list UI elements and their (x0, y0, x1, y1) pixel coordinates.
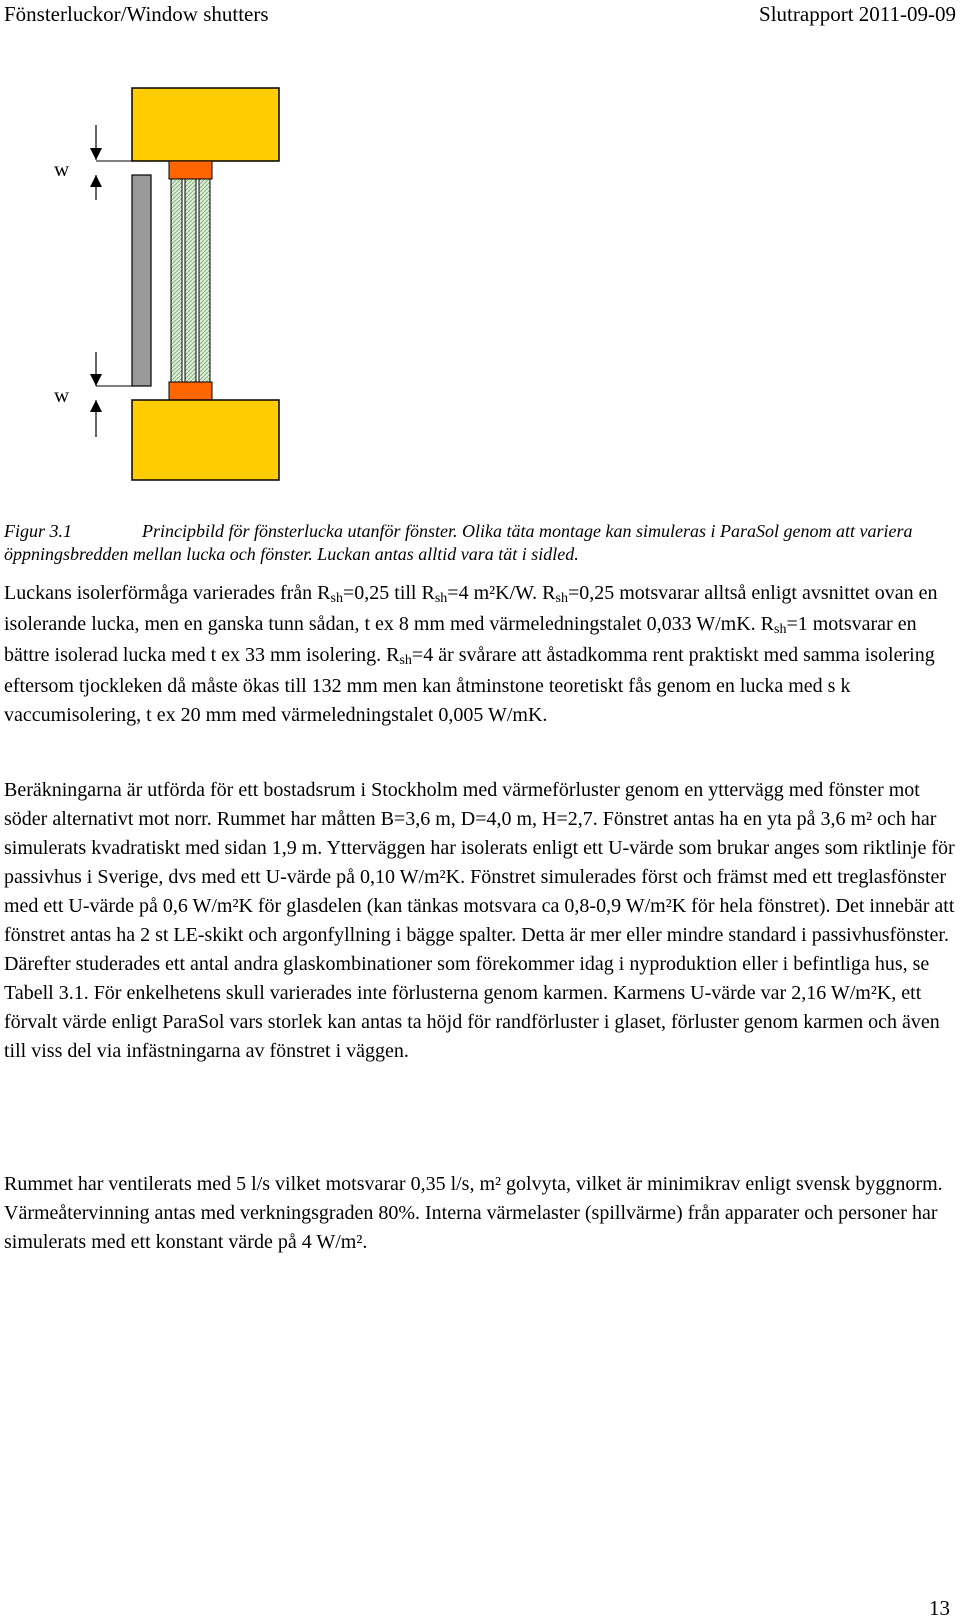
running-header-right: Slutrapport 2011-09-09 (759, 2, 956, 26)
gap-arrowhead-bottom-lower (90, 400, 102, 412)
running-header-left: Fönsterluckor/Window shutters (4, 2, 269, 26)
glass-pane-3 (199, 179, 210, 382)
page-number: 13 (929, 1596, 950, 1620)
gap-label-bottom: w (54, 383, 70, 407)
upper-frame (169, 161, 212, 179)
p1-sub-3: sh (555, 591, 568, 606)
p1-text-5: =1 motsvarar en bättre isolerad lucka med t ex 33 mm isolering. R (4, 613, 917, 666)
p2-text: Beräkningarna är utförda för ett bostadsrum i Stockholm med värmeförluster genom en yttervägg med fönster mot söder alternativt mot norr. Rummet har måtten B=3,6 m, D=4,0 m, H=2,7. Fönstret antas ha en yta på 3,6 m² och har simulerats kvadratiskt med sidan 1,9 m. Ytterväggen har isolerats enligt ett U-värde som brukar anges som riktlinje för passivhus i Sverige, dvs med ett U-värde på 0,10 W/m²K. Fönstret simulerades först och främst med ett treglasfönster med ett U-värde på 0,6 W/m²K för glasdelen (kan tänkas motsvara ca 0,8-0,9 W/m²K för hela fönstret). Det innebär att fönstret antas ha 2 st LE-skikt och argonfyllning i bägge spalter. Detta är mer eller mindre standard i passivhusfönster. Därefter studerades ett antal andra glaskombinationer som förekommer idag i nyproduktion eller i befintliga hus, se Tabell 3.1. För enkelhetens skull varierades inte förlusterna genom karmen. Karmens U-värde var 2,16 W/m²K, ett förvalt värde enligt ParaSol vars storlek kan antas ta höjd för randförluster i glaset, förluster genom karmen och även till viss del via infästningarna av fönstret i väggen. (4, 779, 955, 1062)
p1-text-6: =4 är svårare att åstadkomma rent praktiskt med samma isolering eftersom tjockleken då måste ökas till 132 mm men kan åtminstone teoretiskt fås genom en lucka med s k vaccumisolering, t ex 20 mm med värmeledningstalet 0,005 W/mK. (4, 644, 935, 726)
caption-text: Principbild för fönsterlucka utanför fönster. Olika täta montage kan simuleras i ParaSol genom att variera öppningsbredden mellan lucka och fönster. Luckan antas alltid vara tät i sidled. (4, 521, 913, 564)
caption-number: Figur 3.1 (4, 521, 73, 541)
lower-wall-block (132, 400, 279, 480)
p1-sub-2: sh (434, 591, 448, 606)
p1-text-1: Luckans isolerförmåga varierades från R (4, 582, 331, 604)
paragraph-insulation (4, 579, 956, 730)
upper-wall-block (132, 88, 279, 161)
p1-sub-5: sh (399, 653, 412, 668)
paragraph-ventilation (4, 1170, 956, 1257)
p3-text: Rummet har ventilerats med 5 l/s vilket motsvarar 0,35 l/s, m² golvyta, vilket är minimikrav enligt svensk byggnorm. Värmeåtervinning antas med verkningsgraden 80%. Interna värmelaster (spillvärme) från apparater och personer har simulerats med ett konstant värde på 4 W/m². (4, 1173, 943, 1253)
p1-sub-4: sh (774, 622, 787, 637)
gap-arrowhead-top-lower (90, 175, 102, 187)
gap-label-top: w (54, 157, 70, 181)
p1-sub-1: sh (330, 591, 343, 606)
figure-caption (4, 520, 956, 566)
p1-text-4: =0,25 motsvarar alltså enligt avsnittet ovan en isolerande lucka, men en ganska tunn sådan, t ex 8 mm med värmeledningstalet 0,033 W/mK. R (4, 582, 938, 635)
shutter-panel (132, 175, 151, 386)
gap-arrowhead-bottom (90, 374, 102, 386)
shutter-principle-figure (0, 0, 960, 500)
glass-pane-1 (171, 179, 182, 382)
gap-arrowhead-top (90, 148, 102, 160)
glass-pane-2 (185, 179, 196, 382)
p1-text-2: =0,25 till R (342, 582, 435, 604)
p1-text-3: =4 m²K/W. R (447, 582, 556, 604)
lower-frame (169, 382, 212, 400)
paragraph-calculations (4, 776, 956, 1066)
